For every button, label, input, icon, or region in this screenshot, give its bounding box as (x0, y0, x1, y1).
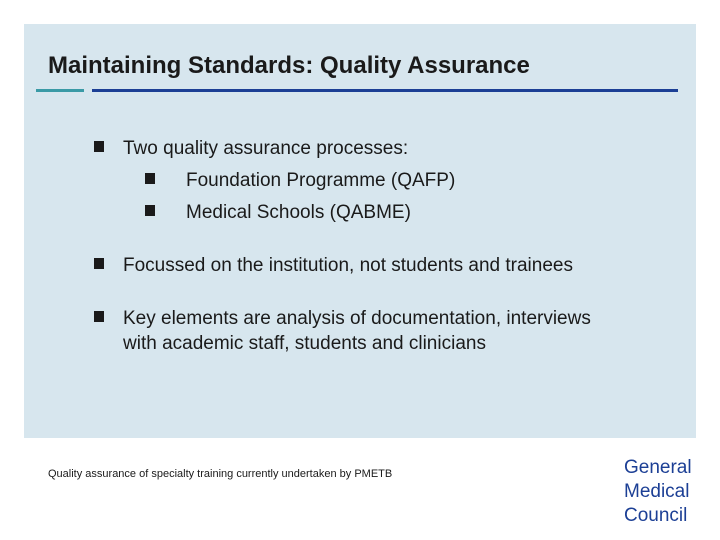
logo-line: General (624, 457, 692, 478)
sub-bullet-text: Medical Schools (QABME) (186, 202, 411, 223)
gmc-logo (624, 456, 692, 528)
sub-bullet-item (123, 168, 612, 193)
square-bullet-icon (94, 311, 104, 322)
square-bullet-icon (94, 141, 104, 152)
bullet-list (92, 136, 612, 384)
logo-line: Council (624, 505, 688, 526)
bullet-text: Key elements are analysis of documentation, interviews with academic staff, students and clinicians (123, 308, 591, 354)
slide-title: Maintaining Standards: Quality Assurance (48, 52, 530, 79)
sub-bullet-text: Foundation Programme (QAFP) (186, 170, 456, 191)
square-bullet-icon (145, 205, 155, 216)
bullet-item (92, 253, 612, 278)
sub-bullet-list (123, 168, 612, 225)
sub-bullet-item (123, 200, 612, 225)
bullet-text: Focussed on the institution, not students and trainees (123, 255, 573, 276)
bullet-item (92, 136, 612, 225)
logo-line: Medical (624, 481, 690, 502)
square-bullet-icon (145, 173, 155, 184)
title-rule (92, 89, 678, 92)
bullet-item (92, 306, 612, 356)
title-rule-accent (36, 89, 84, 92)
bullet-text: Two quality assurance processes: (123, 138, 409, 159)
square-bullet-icon (94, 258, 104, 269)
footnote: Quality assurance of specialty training currently undertaken by PMETB (48, 468, 393, 480)
